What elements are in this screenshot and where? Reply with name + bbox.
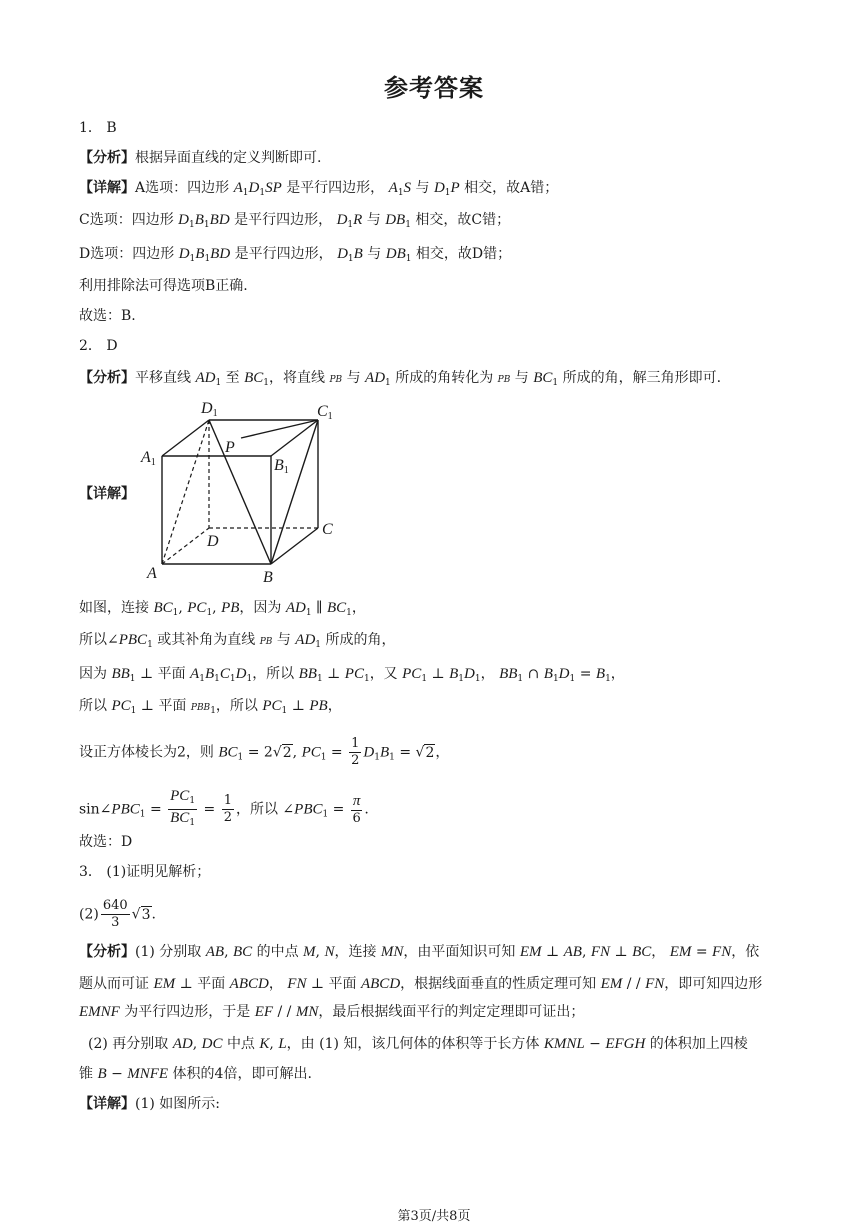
q1-detail-c: C选项：四边形 $D_1B_1BD$ 是平行四边形， $D_1R$ 与 $DB_1$ 相交，故C错； xyxy=(79,212,511,230)
q2-line-1: 如图，连接 $BC_1$, $PC_1$, PB，因为 $AD_1$ ∥ $BC_1$， xyxy=(79,600,366,618)
q1-detail-a: 【详解】A选项：四边形 $A_1D_1SP$ 是平行四边形， $A_1S$ 与 $D_1P$ 相交，故A错； xyxy=(79,180,559,198)
q3-analysis-5: 锥 B − MNFE 体积的4倍，即可解出. xyxy=(79,1066,312,1082)
q2-analysis-line: 【分析】平移直线 $AD_1$ 至 $BC_1$，将直线 PB 与 $AD_1$ 所成的角转化为 PB 与 $BC_1$ 所成的角，解三角形即可. xyxy=(79,370,722,388)
label-D: D xyxy=(207,533,219,550)
label-A1: A1 xyxy=(141,449,156,468)
q1-number: 1． xyxy=(79,120,102,136)
label-A: A xyxy=(147,565,157,582)
q2-line-6: $\sin\angle PBC_1$ = $\frac{PC_1}{BC_1}$ = $\frac{1}{2}$ ，所以 $\angle PBC_1$ = $\frac{\pi}{6}$ . xyxy=(79,788,369,828)
q3-analysis-3: EMNF 为平行四边形，于是 EF / / MN，最后根据线面平行的判定定理即可证出； xyxy=(79,1004,585,1020)
q2-line-5: 设正方体棱长为2，则 $BC_1 = 2√2$, $PC_1$ = $\frac{1}{2}$ $D_1B_1 = √2$， xyxy=(79,736,450,768)
q2-line-4: 所以 $PC_1$ ⊥ 平面 $PBB_1$，所以 $PC_1$ ⊥ PB， xyxy=(79,698,342,716)
analysis-tag: 【分析】 xyxy=(79,370,135,386)
label-C1: C1 xyxy=(317,403,333,422)
cube-figure xyxy=(135,396,350,588)
label-C: C xyxy=(322,521,333,538)
analysis-tag: 【分析】 xyxy=(79,150,135,166)
q1-answer: B xyxy=(106,120,117,136)
label-D1: D1 xyxy=(201,400,218,419)
detail-tag: 【详解】 xyxy=(79,1096,135,1112)
q2-answer: D xyxy=(106,338,118,354)
q3-analysis-1: 【分析】(1) 分别取 AB, BC 的中点 M, N，连接 MN，由平面知识可知 EM ⊥ AB, FN ⊥ BC， EM = FN，依 xyxy=(79,944,760,960)
q2-detail-tag: 【详解】 xyxy=(79,486,135,502)
q3-number: 3． xyxy=(79,864,102,880)
q2-line-2: 所以$\angle PBC_1$ 或其补角为直线 PB 与 $AD_1$ 所成的角， xyxy=(79,632,396,650)
analysis-tag: 【分析】 xyxy=(79,944,135,960)
q2-line-3: 因为 $BB_1$ ⊥ 平面 $A_1B_1C_1D_1$，所以 $BB_1$ ⊥ $PC_1$，又 $PC_1$ ⊥ $B_1D_1$， $BB_1$ ∩ $B_1D_1 = B_1$， xyxy=(79,666,625,684)
label-B1: B1 xyxy=(274,457,289,476)
q3-analysis-2: 题从而可证 EM ⊥ 平面 ABCD， FN ⊥ 平面 ABCD，根据线面垂直的性质定理可知 EM / / FN，即可知四边形 xyxy=(79,976,763,992)
label-B: B xyxy=(263,569,273,586)
q2-answer-line xyxy=(79,336,118,356)
q3-detail: 【详解】(1) 如图所示: xyxy=(79,1096,220,1112)
detail-tag: 【详解】 xyxy=(79,180,135,196)
q3-analysis-4: (2) 再分别取 AD, DC 中点 K, L，由 (1) 知，该几何体的体积等于长方体 KMNL − EFGH 的体积加上四棱 xyxy=(88,1036,748,1052)
q3-answer-line: 3． (1)证明见解析； xyxy=(79,864,211,880)
q2-choose: 故选：D xyxy=(79,834,133,850)
q3-part2-answer: (2) $\frac{640}{3}$ √3. xyxy=(79,898,156,930)
q1-choose: 故选：B. xyxy=(79,308,136,324)
q1-answer-line xyxy=(79,118,117,138)
q1-conclusion: 利用排除法可得选项B正确. xyxy=(79,278,248,294)
q1-detail-d: D选项：四边形 $D_1B_1BD$ 是平行四边形， $D_1B$ 与 $DB_1$ 相交，故D错； xyxy=(79,246,512,264)
page-footer: 第3页/共8页 xyxy=(397,1209,471,1224)
q1-analysis-line: 【分析】根据异面直线的定义判断即可. xyxy=(79,150,322,166)
page-title: 参考答案 xyxy=(384,74,484,102)
label-P: P xyxy=(225,439,235,456)
q2-number: 2． xyxy=(79,338,102,354)
